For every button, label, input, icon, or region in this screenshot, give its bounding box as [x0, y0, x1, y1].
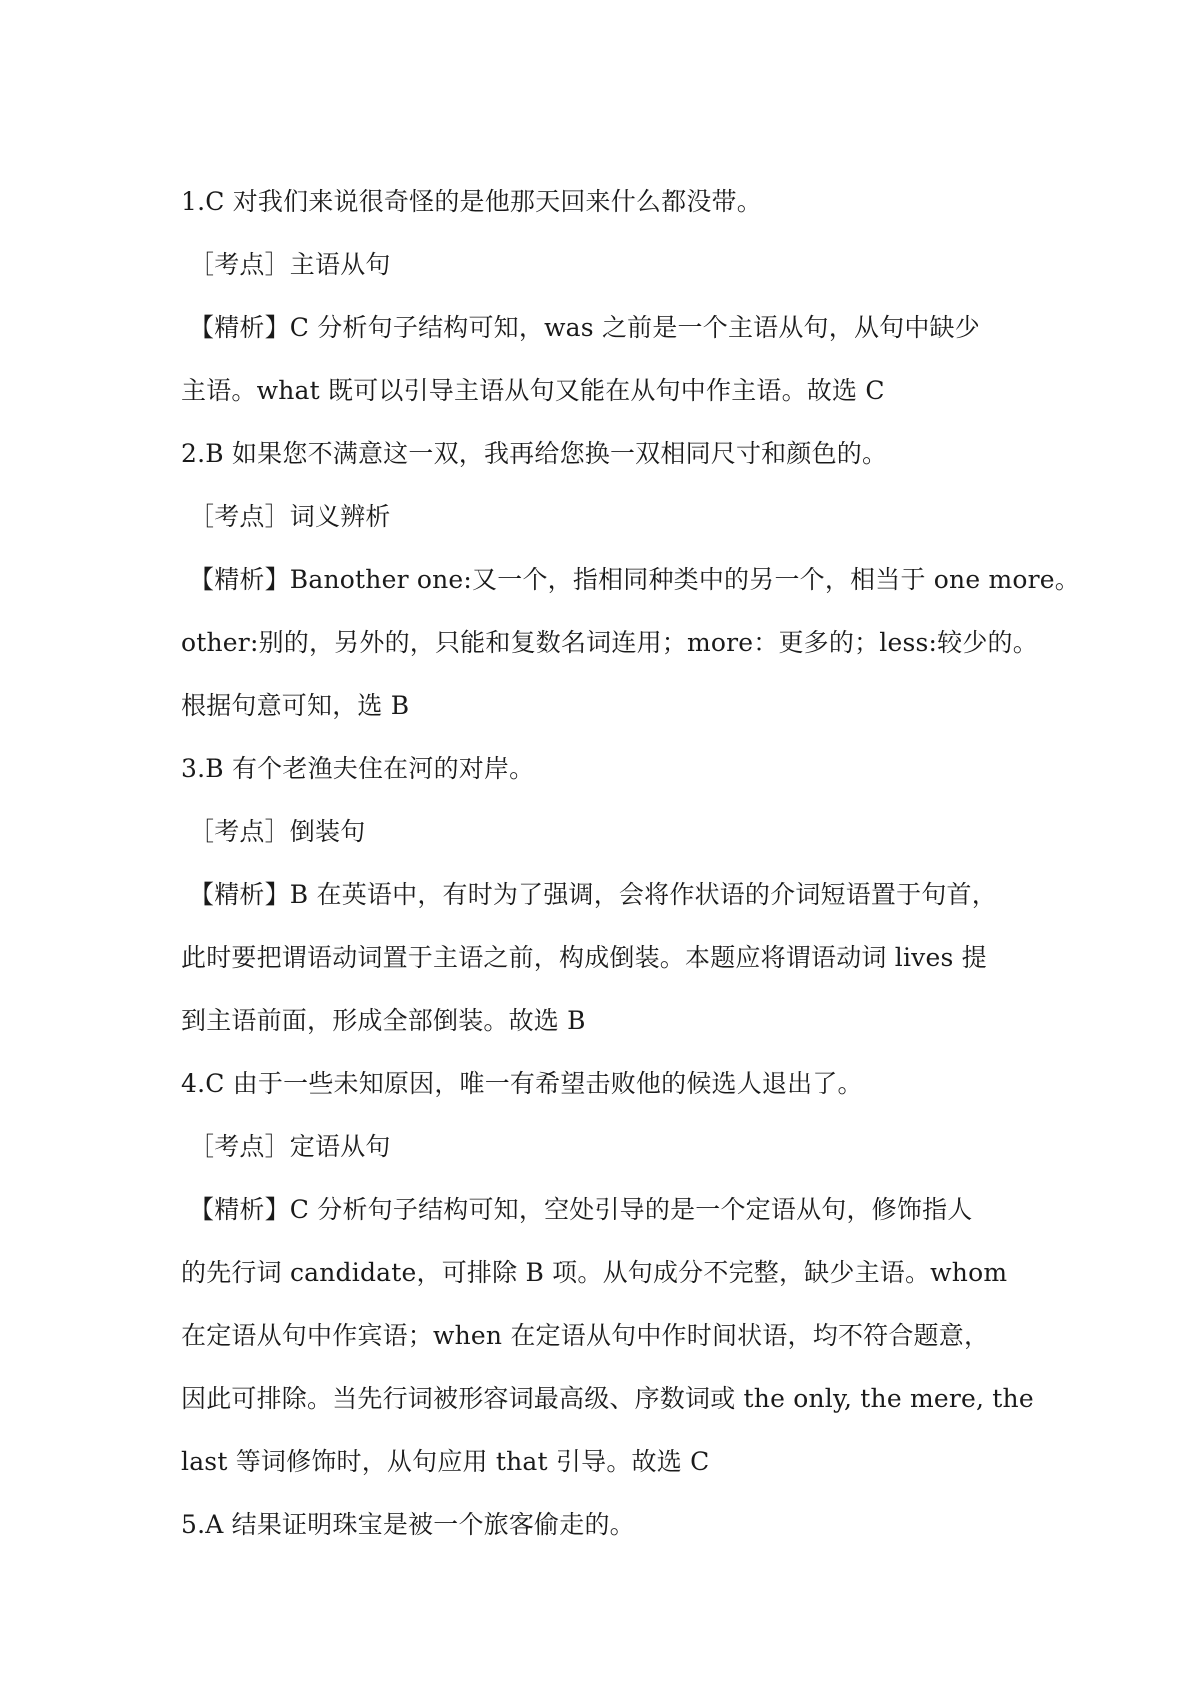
q3-analysis-line-1: 【精析】B 在英语中，有时为了强调，会将作状语的介词短语置于句首，	[189, 880, 997, 909]
q1-topic: ［考点］主语从句	[189, 250, 391, 279]
q3-analysis-line-2: 此时要把谓语动词置于主语之前，构成倒装。本题应将谓语动词 lives 提	[181, 943, 987, 972]
q4-analysis-line-5: last 等词修饰时，从句应用 that 引导。故选 C	[181, 1447, 710, 1476]
q1-analysis-line-1: 【精析】C 分析句子结构可知，was 之前是一个主语从句，从句中缺少	[189, 313, 980, 342]
q4-analysis-line-1: 【精析】C 分析句子结构可知，空处引导的是一个定语从句，修饰指人	[189, 1195, 973, 1224]
q4-translation: 4.C 由于一些未知原因，唯一有希望击败他的候选人退出了。	[181, 1069, 863, 1098]
q2-translation: 2.B 如果您不满意这一双，我再给您换一双相同尺寸和颜色的。	[181, 439, 888, 468]
q4-topic: ［考点］定语从句	[189, 1132, 391, 1161]
q4-analysis-line-4: 因此可排除。当先行词被形容词最高级、序数词或 the only, the mere, the	[181, 1384, 1034, 1413]
q2-analysis-line-3: 根据句意可知，选 B	[181, 691, 410, 720]
q5-translation: 5.A 结果证明珠宝是被一个旅客偷走的。	[181, 1510, 635, 1539]
q2-analysis-line-2: other:别的，另外的，只能和复数名词连用；more：更多的；less:较少的。	[181, 628, 1038, 657]
q1-translation: 1.C 对我们来说很奇怪的是他那天回来什么都没带。	[181, 187, 762, 216]
q3-analysis-line-3: 到主语前面，形成全部倒装。故选 B	[181, 1006, 586, 1035]
q1-analysis-line-2: 主语。what 既可以引导主语从句又能在从句中作主语。故选 C	[181, 376, 885, 405]
q2-analysis-line-1: 【精析】Banother one:又一个，指相同种类中的另一个，相当于 one more。	[189, 565, 1080, 594]
q4-analysis-line-2: 的先行词 candidate，可排除 B 项。从句成分不完整，缺少主语。whom	[181, 1258, 1008, 1287]
q3-topic: ［考点］倒装句	[189, 817, 366, 846]
q2-topic: ［考点］词义辨析	[189, 502, 391, 531]
document-body	[181, 170, 1080, 1556]
q3-translation: 3.B 有个老渔夫住在河的对岸。	[181, 754, 535, 783]
q4-analysis-line-3: 在定语从句中作宾语；when 在定语从句中作时间状语，均不符合题意，	[181, 1321, 990, 1350]
